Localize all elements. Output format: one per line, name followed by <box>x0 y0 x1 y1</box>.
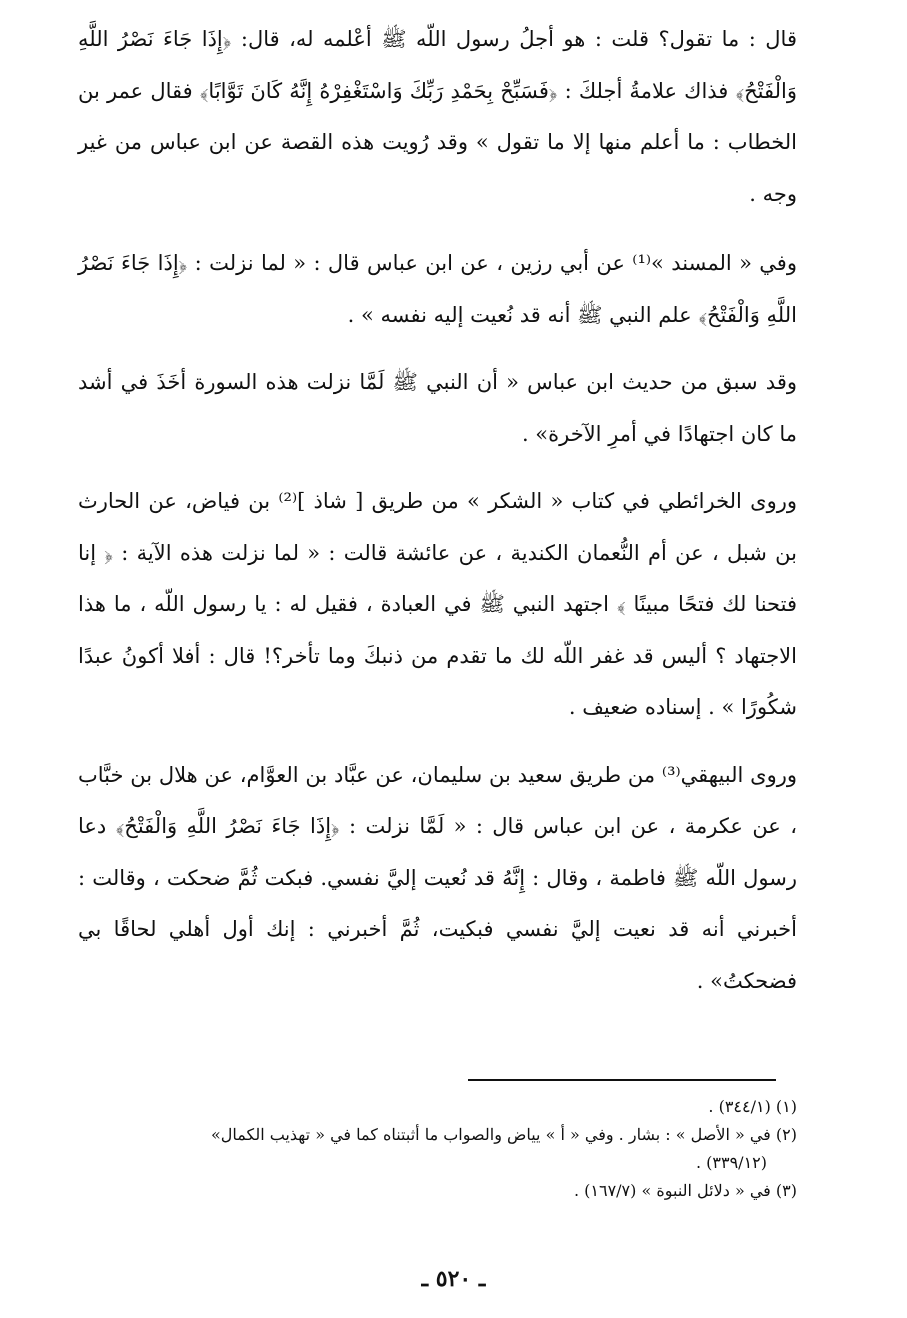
footnote-3: (٣) في « دلائل النبوة » (١٦٧/٧) . <box>573 1181 797 1200</box>
paragraph-1: قال : ما تقول؟ قلت : هو أجلُ رسول اللّه ﷺ أعْلمه له، قال: ﴿إِذَا جَاءَ نَصْرُ اللَّهِ وَالْفَتْحُ﴾ فذاك علامةُ أجلكَ : ﴿فَسَبِّحْ بِحَمْدِ رَبِّكَ وَاسْتَغْفِرْهُ إِنَّهُ كَانَ تَوَّابًا﴾ فقال عمر بن الخطاب : ما أعلم منها إلا ما تقول » وقد رُويت هذه القصة عن ابن عباس من غير وجه . <box>78 27 797 206</box>
footnotes <box>78 1093 797 1205</box>
paragraph-2: وفي « المسند »⁽¹⁾ عن أبي رزين ، عن ابن عباس قال : « لما نزلت : ﴿إِذَا جَاءَ نَصْرُ اللَّهِ وَالْفَتْحُ﴾ علم النبي ﷺ أنه قد نُعيت إليه نفسه » . <box>78 251 797 327</box>
footnote-2: (٢) في « الأصل » : بشار . وفي « أ » يياض والصواب ما أثبتناه كما في « تهذيب الكمال» <box>210 1125 797 1144</box>
paragraph-4: وروى الخرائطي في كتاب « الشكر » من طريق [ شاذ ]⁽²⁾ بن فياض، عن الحارث بن شبل ، عن أم النُّعمان الكندية ، عن عائشة قالت : « لما نزلت هذه الآية : ﴿ إنا فتحنا لك فتحًا مبينًا ﴾ اجتهد النبي ﷺ في العبادة ، فقيل له : يا رسول اللّه ، ما هذا الاجتهاد ؟ أليس قد غفر اللّه لك ما تقدم من ذنبكَ وما تأخر؟! قال : أفلا أكونُ عبدًا شكُورًا » . إسناده ضعيف . <box>78 489 797 719</box>
footnote-2-continuation: (٣٣٩/١٢) . <box>695 1153 767 1172</box>
main-text <box>78 14 797 1023</box>
page-number: ـ ٥٢٠ ـ <box>421 1266 486 1292</box>
footnote-1: (١) (٣٤٤/١) . <box>708 1097 797 1116</box>
paragraph-5: وروى البيهقي⁽³⁾ من طريق سعيد بن سليمان، عن عبَّاد بن العوَّام، عن هلال بن خبَّاب ، عن عكرمة ، عن ابن عباس قال : « لَمَّا نزلت : ﴿إِذَا جَاءَ نَصْرُ اللَّهِ وَالْفَتْحُ﴾ دعا رسول اللّه ﷺ فاطمة ، وقال : إِنَّهُ قد نُعيت إليَّ نفسي. فبكت ثُمَّ ضحكت ، وقالت : أخبرني أنه قد نعيت إليَّ نفسي فبكيت، ثُمَّ أخبرني : إنك أول أهلي لحاقًا بي فضحكتُ» . <box>78 762 797 993</box>
footnote-divider <box>468 1079 776 1081</box>
paragraph-3: وقد سبق من حديث ابن عباس « أن النبي ﷺ لَمَّا نزلت هذه السورة أخَذَ في أشد ما كان اجتهادًا في أمرِ الآخرة» . <box>78 370 797 446</box>
